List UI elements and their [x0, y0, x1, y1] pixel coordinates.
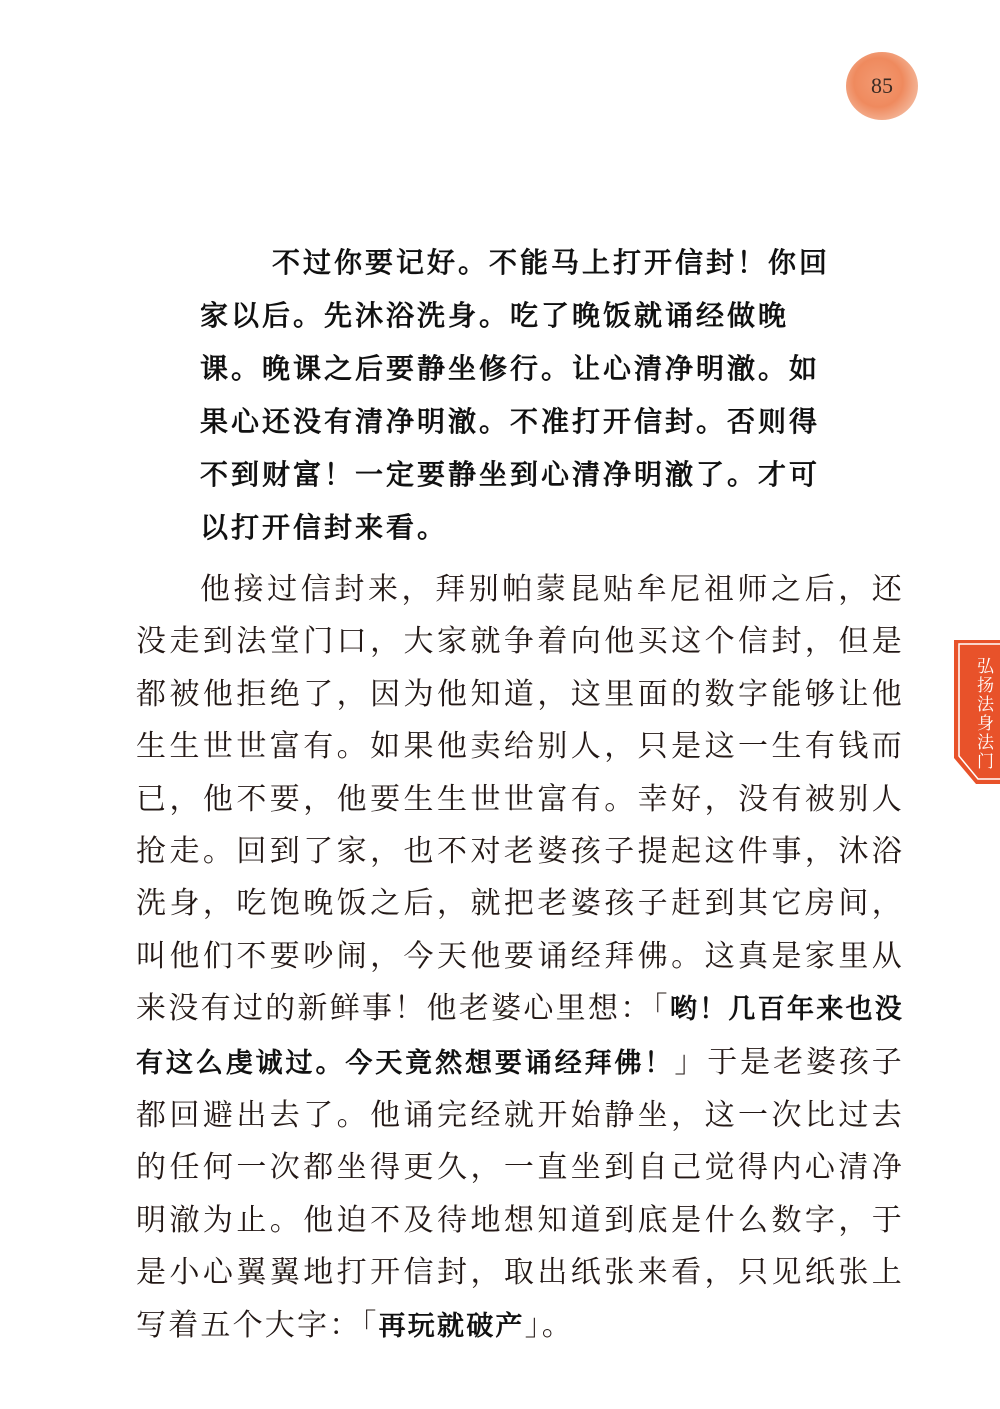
body-paragraph — [136, 564, 904, 1353]
body-text-part3: 」。 — [524, 1307, 575, 1343]
body-text — [136, 564, 904, 1353]
quoted-instruction — [200, 236, 840, 554]
page-number-badge — [846, 52, 918, 120]
page-number: 85 — [871, 73, 893, 98]
body-emphasis-2: 再玩就破产 — [378, 1310, 525, 1342]
body-emphasis-1: 哟！几百年来也没有这么虔诚过。今天竟然想要诵经拜佛！ — [136, 994, 904, 1079]
chapter-side-tab — [946, 640, 1000, 784]
quote-paragraph: 不过你要记好。不能马上打开信封！你回家以后。先沐浴洗身。吃了晚饭就诵经做晚课。晚课之后要静坐修行。让心清净明澈。如果心还没有清净明澈。不准打开信封。否则得不到财富！一定要静坐到心清净明澈了。才可以打开信封来看。 — [200, 246, 831, 544]
body-text-part1: 他接过信封来，拜别帕蒙昆贴牟尼祖师之后，还没走到法堂门口，大家就争着向他买这个信封，但是都被他拒绝了，因为他知道，这里面的数字能够让他生生世世富有。如果他卖给别人，只是这一生有钱而已，他不要，他要生生世世富有。幸好，没有被别人抢走。回到了家，也不对老婆孩子提起这件事，沐浴洗身，吃饱晚饭之后，就把老婆孩子赶到其它房间，叫他们不要吵闹，今天他要诵经拜佛。这真是家里从来没有过的新鲜事！他老婆心里想：「 — [136, 572, 904, 1027]
side-tab-label: 弘扬法身法门 — [973, 657, 993, 771]
body-text-part2: 」于是老婆孩子都回避出去了。他诵完经就开始静坐，这一次比过去的任何一次都坐得更久，一直坐到自己觉得内心清净明澈为止。他迫不及待地想知道到底是什么数字，于是小心翼翼地打开信封，取出纸张来看，只见纸张上写着五个大字：「 — [136, 1044, 904, 1343]
